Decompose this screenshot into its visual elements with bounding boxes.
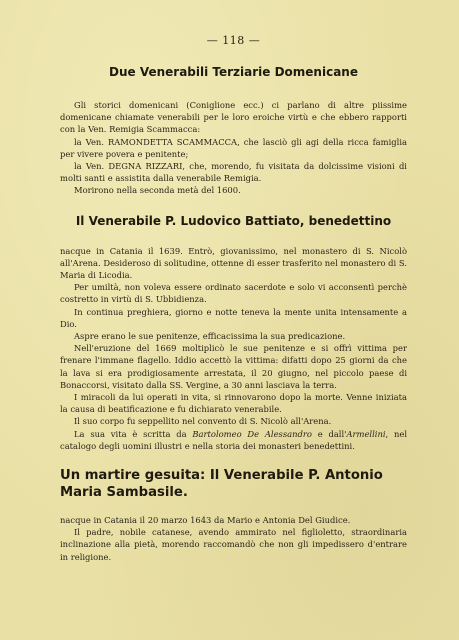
text: , nel catalogo degli uomini illustri e nella storia dei monasteri benedettini. — [60, 428, 408, 451]
paragraph: In continua preghiera, giorno e notte teneva la mente unita intensamente a Dio. — [60, 306, 407, 329]
paragraph: Morirono nella seconda metà del 1600. — [74, 185, 241, 196]
paragraph: la Ven. DEGNA RIZZARI, che, morendo, fu visitata da dolcissime visioni di molti santi e assistita dalla venerabile Remigia. — [60, 161, 407, 184]
paragraph: Aspre erano le sue penitenze, efficacissima la sua predicazione. — [74, 331, 346, 342]
section-title-battiato: Il Venerabile P. Ludovico Battiato, benedettino — [75, 213, 392, 228]
author-name: Bartolomeo De Alessandro — [192, 428, 312, 439]
paragraph: I miracoli da lui operati in vita, si rinnovarono dopo la morte. Venne iniziata la causa di beatificazione e fu dichiarato venerabile. — [60, 392, 407, 415]
paragraph: la Ven. RAMONDETTA SCAMMACCA, che lasciò gli agi della ricca famiglia per vivere povera e penitente; — [60, 136, 407, 159]
paragraph: nacque in Catania il 20 marzo 1643 da Mario e Antonia Del Giudice. — [60, 515, 351, 526]
paragraph-sources — [60, 428, 407, 452]
author-name: Armellini — [346, 428, 386, 439]
paragraph: Il suo corpo fu seppellito nel convento di S. Nicolò all'Arena. — [74, 416, 332, 427]
text: La sua vita è scritta da — [74, 428, 193, 439]
page-number: — 118 — — [206, 34, 261, 47]
paragraph: Per umiltà, non voleva essere ordinato sacerdote e solo vi acconsentì perchè costretto in virtù di S. Ubbidienza. — [60, 282, 407, 305]
text: e dall' — [311, 428, 347, 439]
paragraph: Nell'eruzione del 1669 moltiplicò le sue penitenze e si offrì vittima per frenare l'immane flagello. Iddio accettò la vittima: difatti dopo 25 giorni da che la lava si era prodigiosamente arrestata, il 20 giugno, nel piccolo paese di Bonaccorsi, visitato dalla SS. Vergine, a 30 anni lasciava la terra. — [60, 343, 407, 390]
paragraph: nacque in Catania il 1639. Entrò, giovanissimo, nel monastero di S. Nicolò all'Arena. Desideroso di solitudine, ottenne di esser trasferito nel monastero di S. Maria di Licodia. — [60, 245, 407, 281]
paragraph: Gli storici domenicani (Coniglione ecc.) ci parlano di altre piissime domenicane chiamate venerabili per le loro eroiche virtù e che ebbero rapporti con la Ven. Remigia Scammacca: — [60, 100, 407, 135]
paragraph: Il padre, nobile catanese, avendo ammirato nel figlioletto, straordinaria inclinazione alla pietà, morendo raccomandò che non gli impedissero d'entrare in religione. — [60, 527, 407, 562]
section-title-terziarie: Due Venerabili Terziarie Domenicane — [109, 65, 358, 79]
section-title-sambasile: Un martire gesuita: Il Venerabile P. Antonio Maria Sambasile. — [60, 468, 383, 501]
